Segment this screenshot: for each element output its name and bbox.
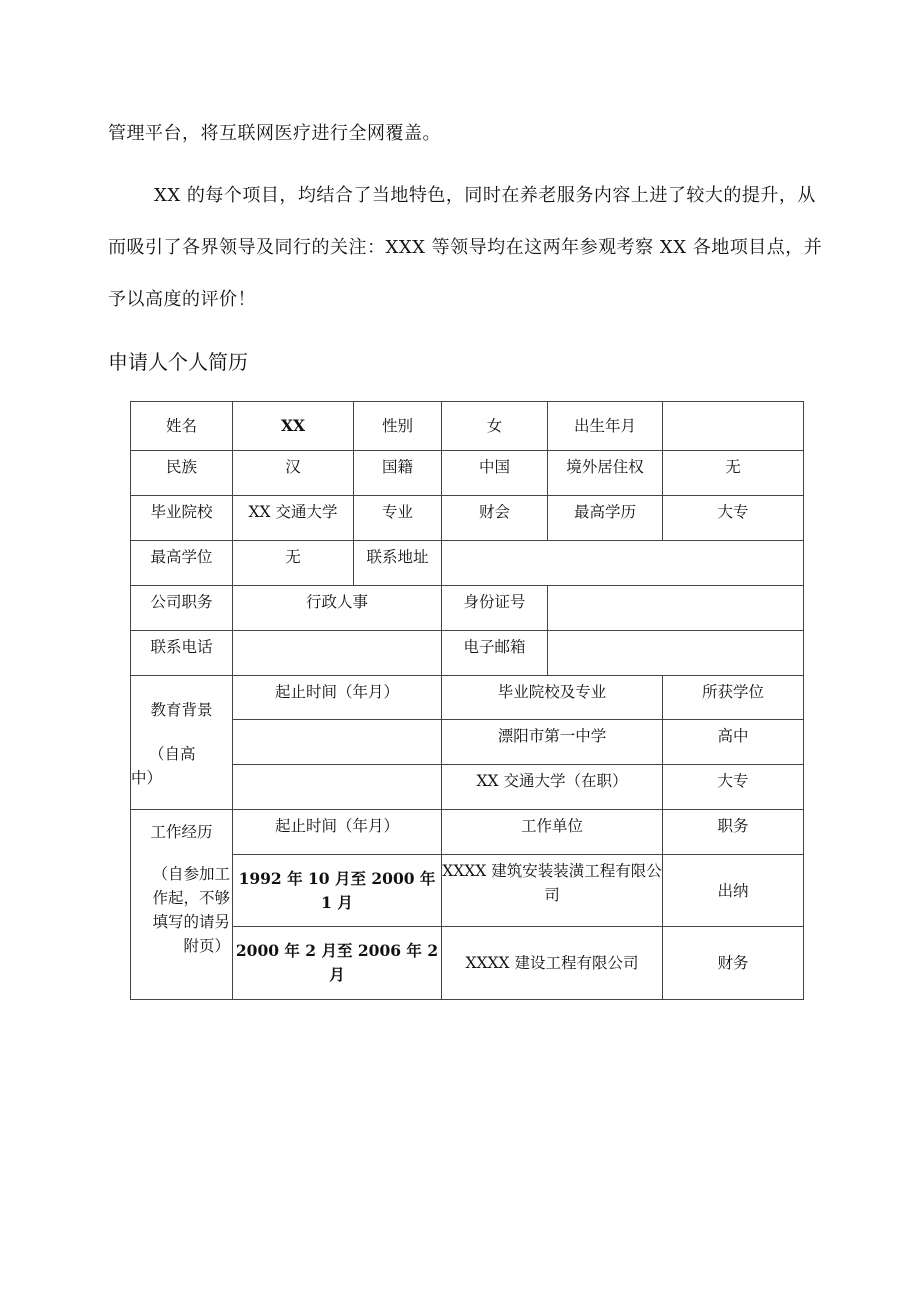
work-title: 出纳 [663, 855, 804, 927]
paragraph-intro-tail: 管理平台，将互联网医疗进行全网覆盖。 [108, 123, 441, 144]
education-degree: 大专 [663, 765, 804, 810]
education-label-sub-1: （自高 [149, 745, 196, 763]
gender-label: 性别 [354, 402, 442, 451]
work-employer: XXXX 建设工程有限公司 [442, 927, 663, 1000]
residency-label: 境外居住权 [548, 451, 663, 496]
ethnicity-value: 汉 [233, 451, 354, 496]
work-label [131, 810, 233, 1000]
education-label [131, 676, 233, 810]
major-label: 专业 [354, 496, 442, 541]
phone-label: 联系电话 [131, 631, 233, 676]
birth-value [663, 402, 804, 451]
education-label-sub-2: 中） [131, 769, 163, 787]
id-label: 身份证号 [442, 586, 548, 631]
education-col-school: 毕业院校及专业 [442, 676, 663, 720]
work-title: 财务 [663, 927, 804, 1000]
work-label-main: 工作经历 [150, 823, 213, 841]
id-value [548, 586, 804, 631]
degree-label: 最高学位 [131, 541, 233, 586]
education-period [233, 765, 442, 810]
work-label-sub: （自参加工作起，不够填写的请另附页） [152, 865, 230, 955]
degree-value: 无 [233, 541, 354, 586]
address-label: 联系地址 [354, 541, 442, 586]
section-heading-resume: 申请人个人简历 [108, 350, 248, 374]
work-period: 1992 年 10 月至 2000 年 1 月 [233, 855, 442, 927]
table-row [131, 451, 804, 496]
email-label: 电子邮箱 [442, 631, 548, 676]
school-value [233, 496, 354, 541]
edu-level-value: 大专 [663, 496, 804, 541]
work-employer: XXXX 建筑安装装潢工程有限公司 [442, 855, 663, 927]
table-row [131, 676, 804, 720]
address-value [442, 541, 804, 586]
table-row [131, 631, 804, 676]
position-value: 行政人事 [233, 586, 442, 631]
table-row [131, 541, 804, 586]
education-label-main: 教育背景 [150, 701, 213, 719]
edu-level-label: 最高学历 [548, 496, 663, 541]
education-period [233, 720, 442, 765]
email-value [548, 631, 804, 676]
education-degree: 高中 [663, 720, 804, 765]
residency-value: 无 [663, 451, 804, 496]
work-period: 2000 年 2 月至 2006 年 2 月 [233, 927, 442, 1000]
education-col-degree: 所获学位 [663, 676, 804, 720]
work-col-title: 职务 [663, 810, 804, 855]
position-label: 公司职务 [131, 586, 233, 631]
nationality-value: 中国 [442, 451, 548, 496]
work-col-period: 起止时间（年月） [233, 810, 442, 855]
nationality-label: 国籍 [354, 451, 442, 496]
education-school: 漂阳市第一中学 [442, 720, 663, 765]
table-row [131, 496, 804, 541]
resume-table [130, 401, 804, 1000]
work-col-employer: 工作单位 [442, 810, 663, 855]
education-school: XX 交通大学（在职） [442, 765, 663, 810]
school-value-text: XX 交通大学 [248, 503, 338, 521]
paragraph-projects: XX 的每个项目，均结合了当地特色，同时在养老服务内容上进了较大的提升，从而吸引了各界领导及同行的关注：XXX 等领导均在这两年参观考察 XX 各地项目点，并予以高度的评价！ [108, 185, 823, 310]
table-row [131, 810, 804, 855]
name-value: XX [233, 402, 354, 451]
table-row [131, 586, 804, 631]
table-row [131, 402, 804, 451]
birth-label: 出生年月 [548, 402, 663, 451]
name-label: 姓名 [131, 402, 233, 451]
ethnicity-label: 民族 [131, 451, 233, 496]
school-label: 毕业院校 [131, 496, 233, 541]
gender-value: 女 [442, 402, 548, 451]
education-col-period: 起止时间（年月） [233, 676, 442, 720]
major-value: 财会 [442, 496, 548, 541]
phone-value [233, 631, 442, 676]
